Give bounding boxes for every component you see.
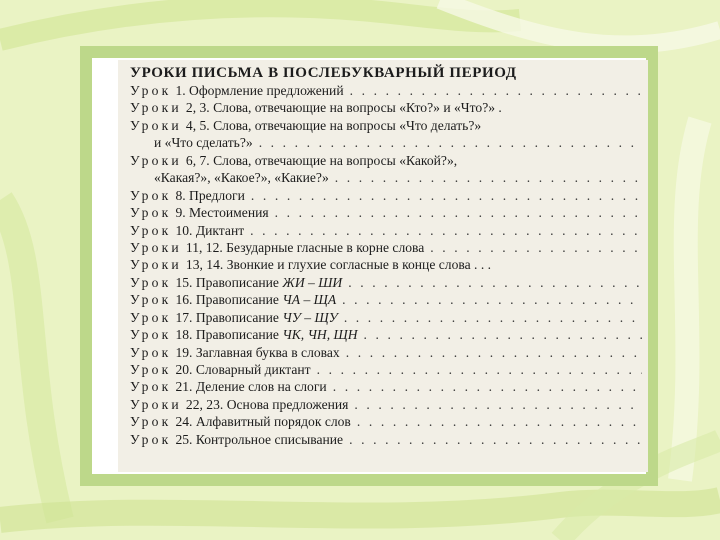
lesson-title xyxy=(175,378,326,395)
lesson-row xyxy=(130,361,648,378)
dot-leader-tail: . . . xyxy=(470,257,492,273)
lesson-label: Уроки xyxy=(130,396,182,412)
lesson-title-text: 8. Предлоги xyxy=(175,187,245,203)
lesson-title xyxy=(175,291,336,308)
dot-leader xyxy=(348,274,642,291)
lesson-label: Урок xyxy=(130,83,172,98)
lesson-row xyxy=(130,396,648,413)
lesson-label: Урок xyxy=(130,222,172,238)
dot-leader xyxy=(349,431,642,448)
lesson-title-text: 2, 3. Слова, отвечающие на вопросы «Кто?» и «Что?» xyxy=(185,100,496,116)
lesson-label: Уроки xyxy=(130,239,182,255)
dot-leader xyxy=(350,82,642,99)
scanned-page xyxy=(118,60,648,472)
lesson-row xyxy=(130,256,648,273)
lesson-title xyxy=(175,82,343,99)
lesson-title-text: 25. Контрольное списывание xyxy=(175,431,344,447)
lesson-row xyxy=(130,82,648,99)
lesson-label: Уроки xyxy=(130,257,182,273)
lesson-label: Урок xyxy=(130,309,172,325)
lesson-row xyxy=(130,413,648,430)
lesson-label: Урок xyxy=(130,431,172,447)
lesson-row xyxy=(130,187,648,204)
lesson-title xyxy=(175,187,244,204)
dot-leader xyxy=(346,344,642,361)
lesson-label: Урок xyxy=(130,327,172,343)
spelling-rule: ЖИ – ШИ xyxy=(282,274,343,290)
lesson-row xyxy=(130,99,648,116)
lesson-title xyxy=(186,99,495,116)
lesson-row xyxy=(130,378,648,395)
lesson-label: Урок xyxy=(130,205,172,221)
lesson-title-text: 19. Заглавная буква в словах xyxy=(175,344,340,360)
lesson-row xyxy=(130,431,648,448)
lesson-title xyxy=(175,309,337,326)
lesson-title xyxy=(186,256,471,273)
lesson-title-text: 16. Правописание xyxy=(175,292,283,308)
lesson-label: Урок xyxy=(130,362,172,377)
lesson-row xyxy=(130,117,648,134)
dot-leader xyxy=(430,239,642,256)
lesson-title xyxy=(186,239,424,256)
lesson-label: Урок xyxy=(130,187,172,203)
lesson-title xyxy=(175,326,357,343)
lesson-row xyxy=(130,309,648,326)
spelling-rule: ЧА – ЩА xyxy=(282,292,337,308)
spelling-rule: ЧУ – ЩУ xyxy=(282,309,338,325)
lesson-label: Уроки xyxy=(130,117,182,133)
dot-leader xyxy=(335,169,642,186)
lesson-title-text: 11, 12. Безударные гласные в корне слова xyxy=(185,239,425,255)
lesson-title-text: 13, 14. Звонкие и глухие согласные в конце слова xyxy=(185,257,471,273)
lesson-row xyxy=(130,204,648,221)
lesson-title-text: 10. Диктант xyxy=(175,222,245,238)
lesson-label: Урок xyxy=(130,344,172,360)
dot-leader xyxy=(317,361,642,378)
lesson-label: Урок xyxy=(130,414,172,430)
lesson-row xyxy=(130,239,648,256)
lesson-title-text: 20. Словарный диктант xyxy=(175,362,311,377)
dot-leader xyxy=(275,204,642,221)
lesson-title-text: 6, 7. Слова, отвечающие на вопросы «Какой?», xyxy=(185,152,458,168)
lesson-row xyxy=(130,326,648,343)
lesson-title xyxy=(186,396,349,413)
lesson-title xyxy=(186,152,457,169)
lesson-row xyxy=(130,152,648,169)
lesson-title xyxy=(175,222,244,239)
lesson-title xyxy=(175,413,350,430)
lesson-title xyxy=(175,431,343,448)
lesson-title-text: 9. Местоимения xyxy=(175,205,269,221)
lesson-title-text: 1. Оформление предложений xyxy=(175,83,344,98)
lesson-label: Уроки xyxy=(130,100,182,116)
lesson-title-text: 18. Правописание xyxy=(175,327,283,343)
lesson-title xyxy=(175,361,310,378)
lesson-title-text: 24. Алфавитный порядок слов xyxy=(175,414,351,430)
dot-leader xyxy=(342,291,642,308)
lesson-label: Уроки xyxy=(130,152,182,168)
lesson-label: Урок xyxy=(130,292,172,308)
lesson-label: Урок xyxy=(130,274,172,290)
page-title: УРОКИ ПИСЬМА В ПОСЛЕБУКВАРНЫЙ ПЕРИОД xyxy=(130,65,517,81)
lesson-title xyxy=(175,274,342,291)
lesson-row xyxy=(130,291,648,308)
lesson-label: Урок xyxy=(130,379,172,395)
lesson-title-text: 22, 23. Основа предложения xyxy=(185,396,349,412)
lesson-title xyxy=(154,134,253,151)
lesson-row xyxy=(130,274,648,291)
lesson-title xyxy=(175,344,339,361)
lesson-title xyxy=(186,117,481,134)
lesson-title xyxy=(154,169,329,186)
dot-leader xyxy=(357,413,642,430)
lesson-title-text: 15. Правописание xyxy=(175,274,283,290)
dot-leader xyxy=(259,134,642,151)
dot-leader xyxy=(364,326,642,343)
lesson-list xyxy=(130,82,648,448)
lesson-title-text: 4, 5. Слова, отвечающие на вопросы «Что делать?» xyxy=(185,117,482,133)
dot-leader xyxy=(333,378,642,395)
lesson-title-text: и «Что сделать?» xyxy=(154,135,253,151)
dot-leader xyxy=(251,187,642,204)
spelling-rule: ЧК, ЧН, ЩН xyxy=(282,327,358,343)
lesson-title-text: 17. Правописание xyxy=(175,309,283,325)
dot-leader-tail: . xyxy=(495,100,502,116)
lesson-row xyxy=(130,169,648,186)
lesson-title xyxy=(175,204,268,221)
dot-leader xyxy=(354,396,642,413)
lesson-title-text: 21. Деление слов на слоги xyxy=(175,379,327,395)
lesson-row xyxy=(130,222,648,239)
lesson-row xyxy=(130,134,648,151)
lesson-row xyxy=(130,344,648,361)
dot-leader xyxy=(344,309,642,326)
lesson-title-text: «Какая?», «Какое?», «Какие?» xyxy=(154,170,329,186)
swirl-right xyxy=(680,120,700,480)
dot-leader xyxy=(250,222,642,239)
